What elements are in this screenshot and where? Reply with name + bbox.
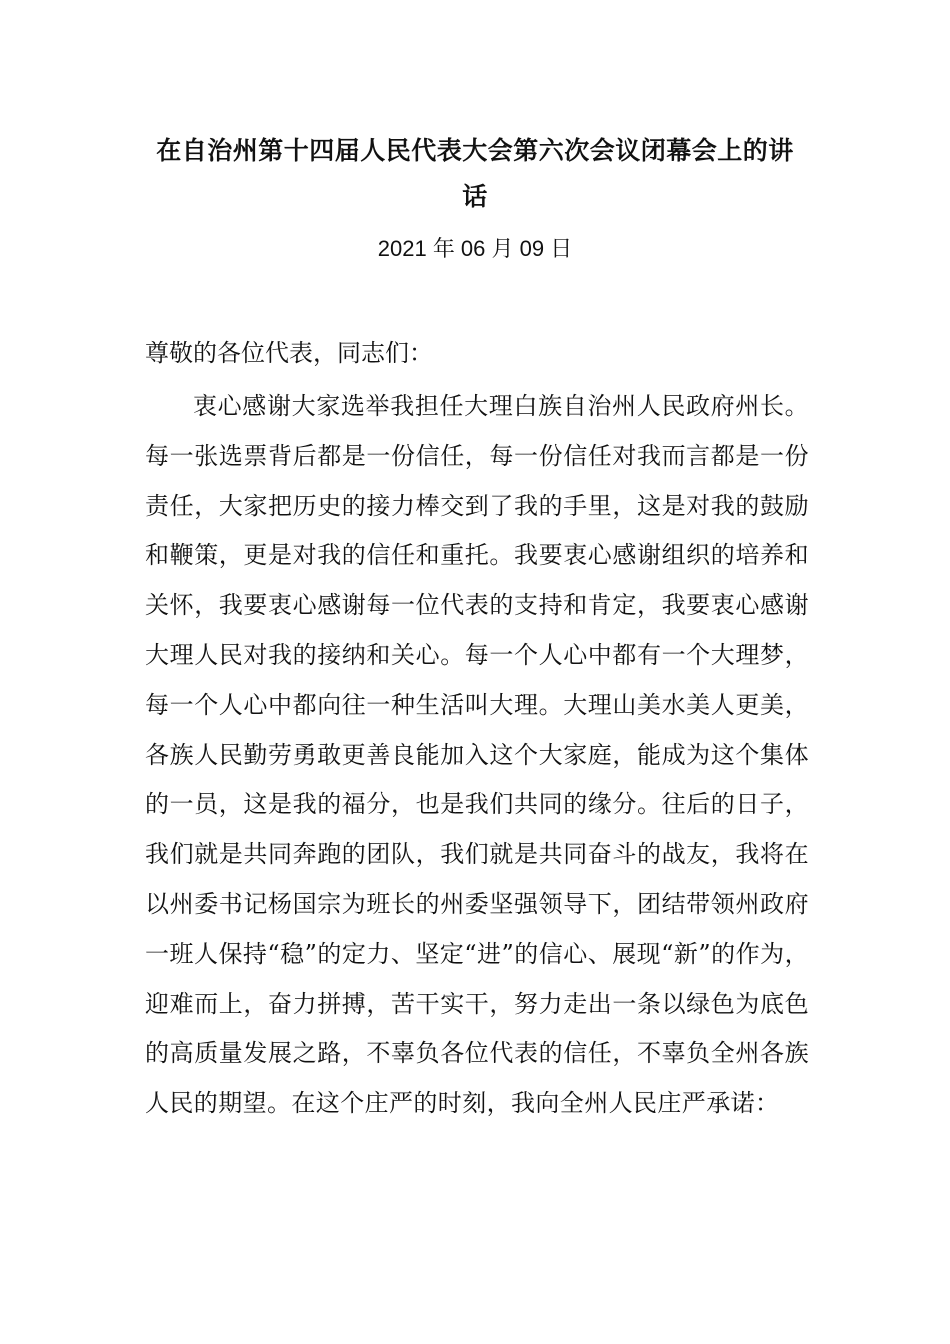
- document-date: 2021 年 06 月 09 日: [377, 236, 573, 261]
- salutation: 尊敬的各位代表，同志们：: [145, 339, 433, 367]
- body-paragraph: 衷心感谢大家选举我担任大理白族自治州人民政府州长。每一张选票背后都是一份信任，每一份信任对我而言都是一份责任，大家把历史的接力棒交到了我的手里，这是对我的鼓励和鞭策，更是对我的信任和重托。我要衷心感谢组织的培养和关怀，我要衷心感谢每一位代表的支持和肯定，我要衷心感谢大理人民对我的接纳和关心。每一个人心中都有一个大理梦，每一个人心中都向往一种生活叫大理。大理山美水美人更美，各族人民勤劳勇敢更善良能加入这个大家庭，能成为这个集体的一员，这是我的福分，也是我们共同的缘分。往后的日子，我们就是共同奔跑的团队，我们就是共同奋斗的战友，我将在以州委书记杨国宗为班长的州委坚强领导下，团结带领州政府一班人保持“稳”的定力、坚定“进”的信心、展现“新”的作为，迎难而上，奋力拼搏，苦干实干，努力走出一条以绿色为底色的高质量发展之路，不辜负各位代表的信任，不辜负全州各族人民的期望。在这个庄严的时刻，我向全州人民庄严承诺：: [145, 392, 809, 1118]
- document-title: 在自治州第十四届人民代表大会第六次会议闭幕会上的讲话: [156, 136, 794, 211]
